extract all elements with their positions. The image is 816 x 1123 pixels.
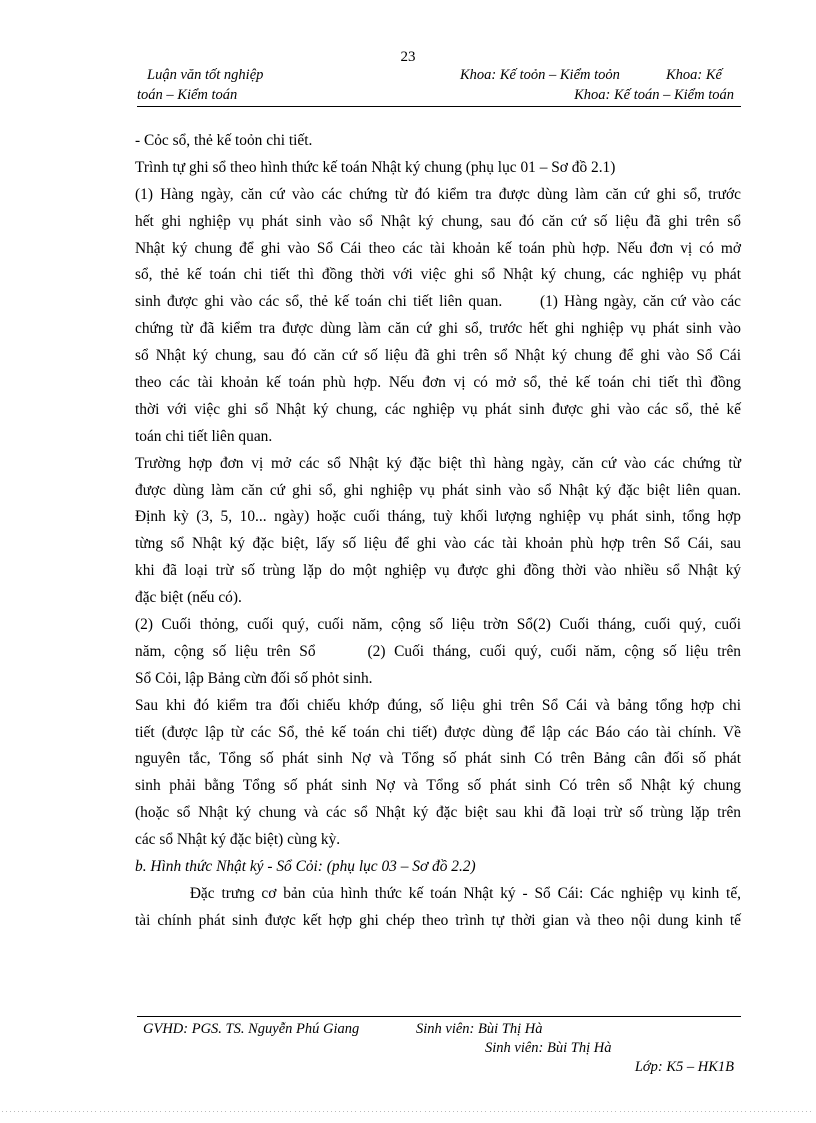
footer-class: Lớp: K5 – HK1B xyxy=(634,1059,734,1075)
text-line: tiết (được lập từ các Sổ, thẻ kế toán chi tiết) được dùng để lập các Báo cáo tài chính. Về xyxy=(135,723,741,741)
footer-divider xyxy=(137,1016,741,1017)
text-line: Đặc trưng cơ bản của hình thức kế toán Nhật ký - Sổ Cái: Các nghiệp vụ kinh tế, xyxy=(135,884,741,902)
text-line: Định kỳ (3, 5, 10... ngày) hoặc cuối tháng, tuỳ khối lượng nghiệp vụ phát sinh, tổng hợp xyxy=(135,508,741,526)
text-line: (1) Hàng ngày, căn cứ vào các chứng từ đó kiểm tra được dùng làm căn cứ ghi sổ, trước xyxy=(135,185,741,203)
text-line: hết ghi nghiệp vụ phát sinh vào sổ Nhật ký chung, sau đó căn cứ số liệu đã ghi trên sổ xyxy=(135,212,741,230)
text-line: được dùng làm căn cứ ghi sổ, ghi nghiệp vụ phát sinh vào sổ Nhật ký đặc biệt liên quan. xyxy=(135,481,741,499)
header-thesis-title: Luận văn tốt nghiệp xyxy=(147,67,264,83)
text-line: (hoặc sổ Nhật ký chung và các sổ Nhật ký đặc biệt sau khi đã loại trừ số trùng lặp trên xyxy=(135,804,741,822)
section-heading: b. Hình thức Nhật ký - Sổ Cỏi: (phụ lục 03 – Sơ đồ 2.2) xyxy=(135,858,476,876)
text-line: theo các tài khoản kế toán phù hợp. Nếu đơn vị có mở sổ, thẻ kế toán chi tiết thì đồng xyxy=(135,374,741,392)
text-line: toán chi tiết liên quan. xyxy=(135,427,273,445)
text-line: khi đã loại trừ số trùng lặp do một nghiệp vụ được ghi đồng thời vào nhiều sổ Nhật ký xyxy=(135,562,741,580)
footer-student: Sinh viên: Bùi Thị Hà xyxy=(416,1021,543,1037)
text-line: Sổ Cỏi, lập Bảng cừn đối số phỏt sinh. xyxy=(135,669,373,687)
text-line: thời với việc ghi sổ Nhật ký chung, các nghiệp vụ phát sinh được ghi vào các sổ, thẻ kế xyxy=(135,400,741,418)
page-edge-dotted-line xyxy=(0,1099,816,1123)
text-line: (2) Cuối thỏng, cuối quý, cuối năm, cộng số liệu trờn Sổ(2) Cuối tháng, cuối quý, cuối xyxy=(135,616,741,634)
text-line: nguyên tắc, Tổng số phát sinh Nợ và Tổng số phát sinh Có trên Bảng cân đối số phát xyxy=(135,750,741,768)
header-divider xyxy=(137,106,741,107)
document-body xyxy=(135,128,741,935)
text-line: tài chính phát sinh được kết hợp ghi chép theo trình tự thời gian và theo nội dung kinh tế xyxy=(135,911,741,929)
text-line: Sau khi đó kiểm tra đối chiếu khớp đúng, số liệu ghi trên Sổ Cái và bảng tổng hợp chi xyxy=(135,696,741,714)
header-faculty-full: Khoa: Kế toán – Kiểm toán xyxy=(574,87,734,103)
text-line: Trình tự ghi sổ theo hình thức kế toán Nhật ký chung (phụ lục 01 – Sơ đồ 2.1) xyxy=(135,158,616,176)
text-line: đặc biệt (nếu có). xyxy=(135,589,242,607)
footer-student-repeat: Sinh viên: Bùi Thị Hà xyxy=(485,1040,612,1056)
text-line: sinh phải bằng Tổng số phát sinh Nợ và Tổng số phát sinh Có trên sổ Nhật ký chung xyxy=(135,777,741,795)
page-number: 23 xyxy=(400,49,416,65)
header-faculty: Khoa: Kế toỏn – Kiểm toỏn xyxy=(460,67,620,83)
text-line: chứng từ đã kiểm tra được dùng làm căn cứ ghi sổ, trước hết ghi nghiệp vụ phát sinh vào xyxy=(135,320,741,338)
footer-supervisor: GVHD: PGS. TS. Nguyễn Phú Giang xyxy=(143,1021,360,1037)
text-line: Nhật ký chung để ghi vào Sổ Cái theo các tài khoản kế toán phù hợp. Nếu đơn vị có mở xyxy=(135,239,741,257)
text-line: từng sổ Nhật ký đặc biệt, lấy số liệu để ghi vào các tài khoản phù hợp trên Sổ Cái, sau xyxy=(135,535,741,553)
text-line: năm, cộng số liệu trên Sổ (2) Cuối tháng, cuối quý, cuối năm, cộng số liệu trên xyxy=(135,642,741,660)
text-line: Trường hợp đơn vị mở các sổ Nhật ký đặc biệt thì hàng ngày, căn cứ vào các chứng từ xyxy=(135,454,741,472)
header-major: toán – Kiểm toán xyxy=(137,87,238,103)
text-line: sổ, thẻ kế toán chi tiết thì đồng thời với việc ghi sổ Nhật ký chung, các nghiệp vụ phát xyxy=(135,266,741,284)
text-line: - Cỏc sổ, thẻ kế toỏn chi tiết. xyxy=(135,132,313,149)
text-line: sinh được ghi vào các sổ, thẻ kế toán chi tiết liên quan. (1) Hàng ngày, căn cứ vào các xyxy=(135,293,741,311)
text-line: các sổ Nhật ký đặc biệt) cùng kỳ. xyxy=(135,831,341,849)
text-line: sổ Nhật ký chung, sau đó căn cứ số liệu đã ghi trên sổ Nhật ký chung để ghi vào Sổ Cái xyxy=(135,347,741,365)
header-faculty-fragment: Khoa: Kế xyxy=(666,67,722,83)
